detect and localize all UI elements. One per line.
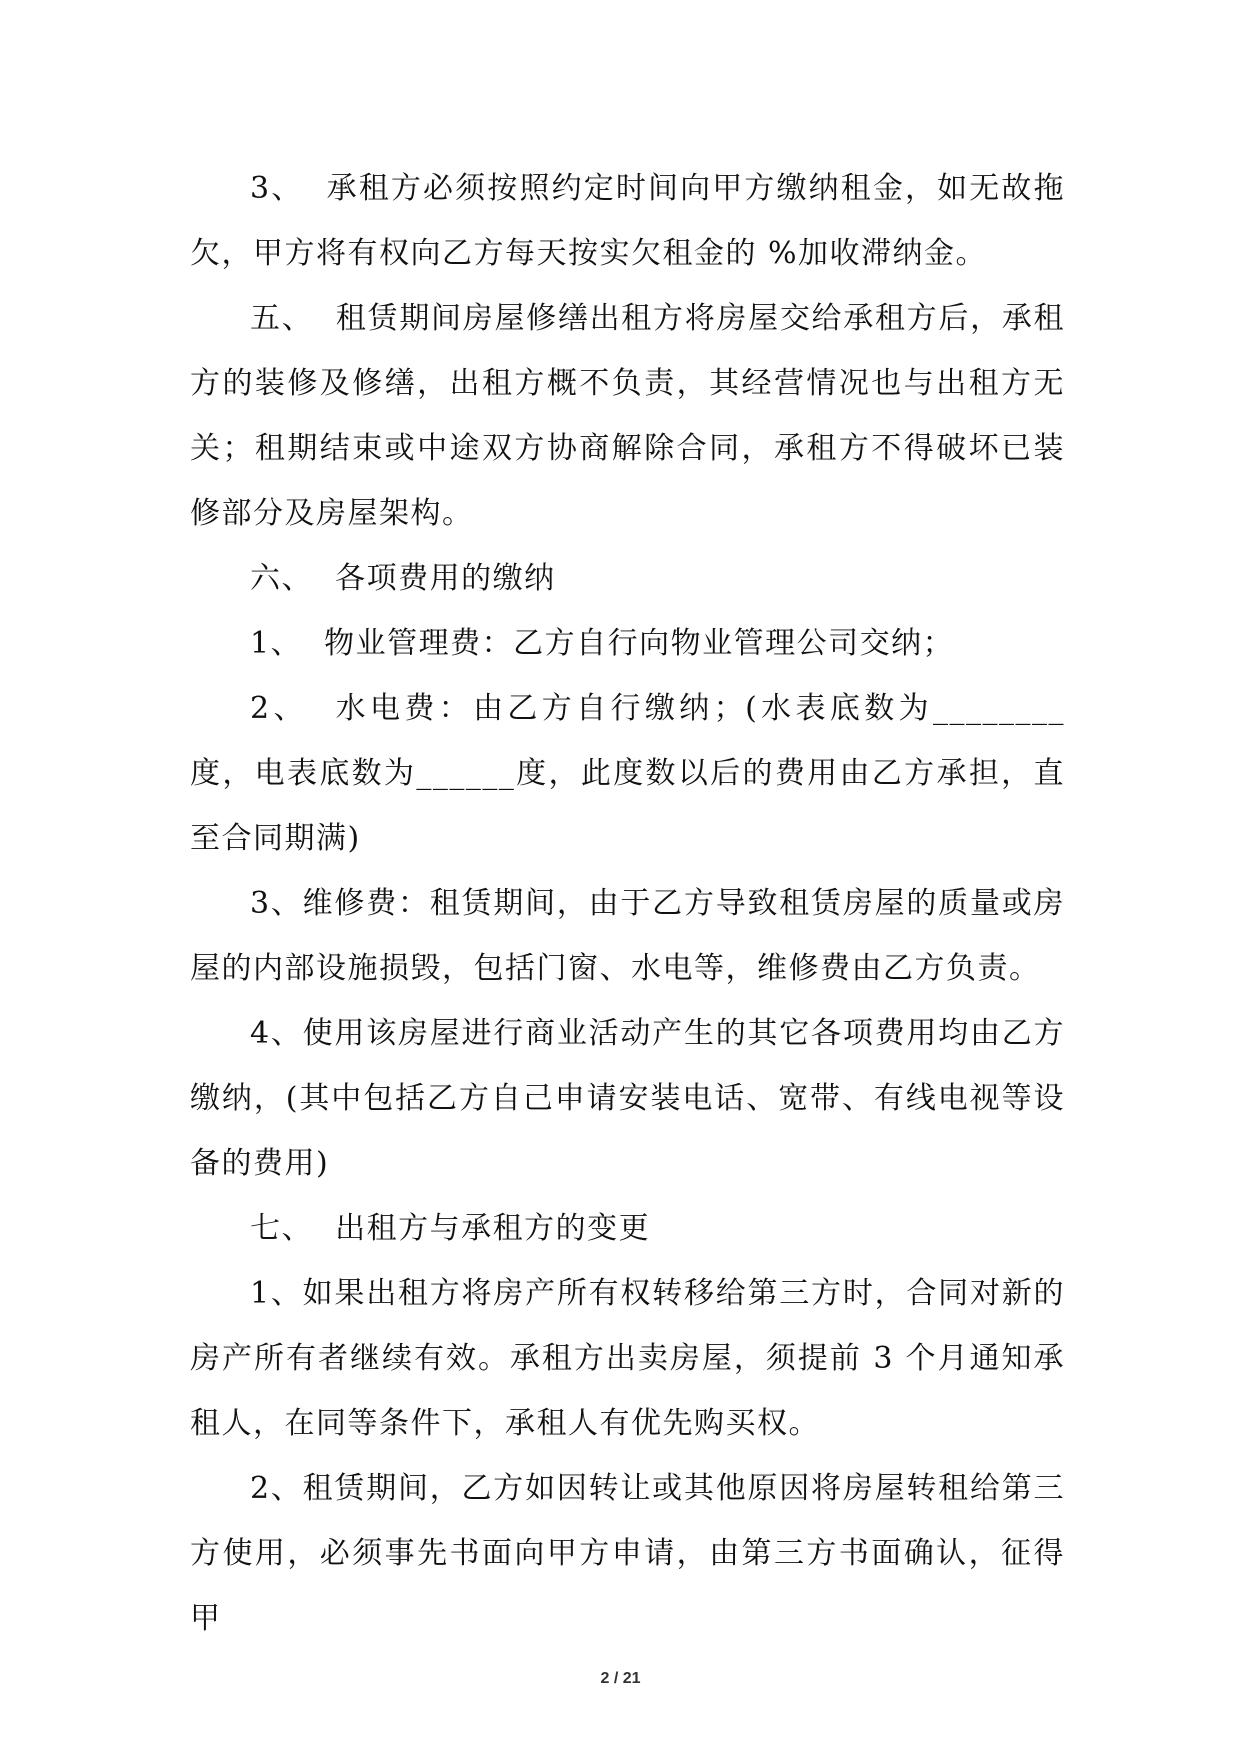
document-body <box>190 156 1065 1651</box>
paragraph-property-fee: 1、 物业管理费：乙方自行向物业管理公司交纳； <box>250 626 955 661</box>
paragraph-maintenance-fee: 3、维修费：租赁期间，由于乙方导致租赁房屋的质量或房屋的内部设施损毁，包括门窗、水电等，维修费由乙方负责。 <box>190 886 1065 986</box>
paragraph-utility-fee: 2、 水电费：由乙方自行缴纳；(水表底数为________度，电表底数为______度，此度数以后的费用由乙方承担，直至合同期满) <box>190 691 1065 856</box>
paragraph-section-5-repairs: 五、 租赁期间房屋修缮出租方将房屋交给承租方后，承租方的装修及修缮，出租方概不负责，其经营情况也与出租方无关；租期结束或中途双方协商解除合同，承租方不得破坏已装修部分及房屋架构。 <box>190 301 1065 531</box>
paragraph-ownership-transfer: 1、如果出租方将房产所有权转移给第三方时，合同对新的房产所有者继续有效。承租方出卖房屋，须提前 3 个月通知承租人，在同等条件下，承租人有优先购买权。 <box>190 1276 1065 1441</box>
paragraph-rent-payment: 3、 承租方必须按照约定时间向甲方缴纳租金，如无故拖欠，甲方将有权向乙方每天按实欠租金的 %加收滞纳金。 <box>190 171 1065 271</box>
heading-section-7-changes: 七、 出租方与承租方的变更 <box>250 1211 651 1246</box>
paragraph-sublease: 2、租赁期间，乙方如因转让或其他原因将房屋转租给第三方使用，必须事先书面向甲方申请，由第三方书面确认，征得甲 <box>190 1471 1065 1636</box>
heading-section-6-fees: 六、 各项费用的缴纳 <box>250 561 556 596</box>
page-number: 2 / 21 <box>600 1670 641 1687</box>
paragraph-other-fees: 4、使用该房屋进行商业活动产生的其它各项费用均由乙方缴纳，(其中包括乙方自己申请安装电话、宽带、有线电视等设备的费用) <box>190 1016 1065 1181</box>
